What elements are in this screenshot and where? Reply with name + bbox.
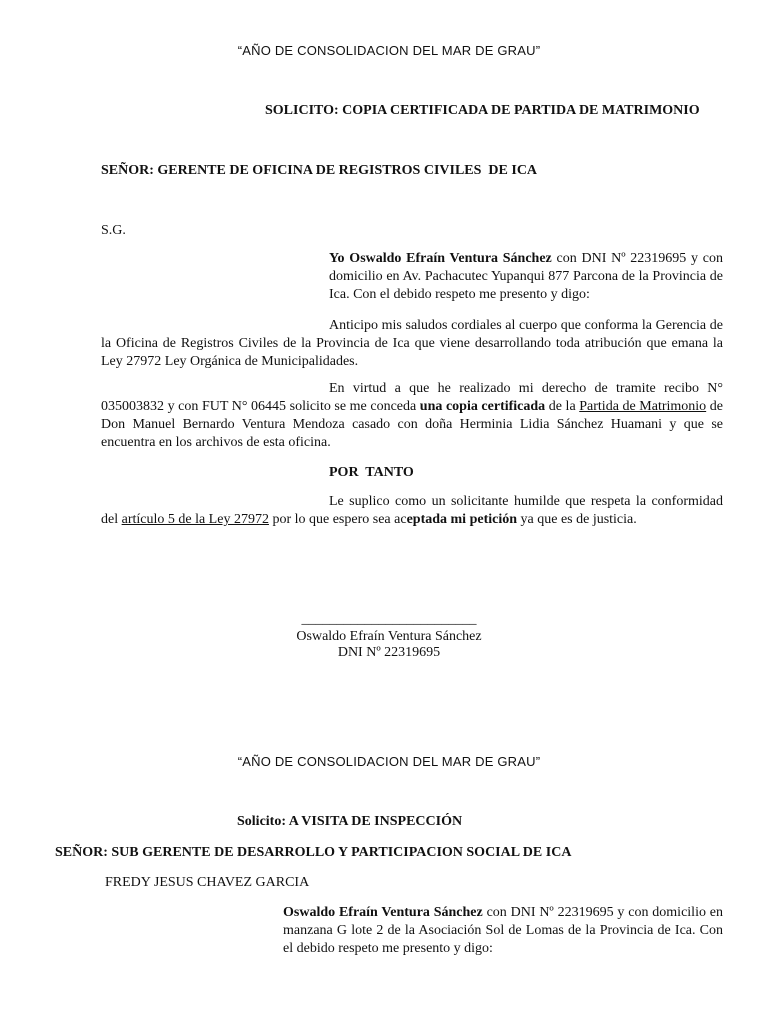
request-text-2: de la: [545, 399, 580, 414]
motto-heading: “AÑO DE CONSOLIDACION DEL MAR DE GRAU”: [237, 43, 541, 58]
paragraph-identification: [329, 250, 723, 304]
applicant-name-2: Oswaldo Efraín Ventura Sánchez: [283, 905, 483, 920]
plea-text-1: Le suplico como un solicitante humilde que respeta la conformidad del: [101, 494, 723, 527]
addressee-line: SEÑOR: GERENTE DE OFICINA DE REGISTROS CIVILES DE ICA: [101, 163, 538, 178]
signature-dni: DNI Nº 22319695: [337, 645, 441, 660]
plea-text-2: por lo que espero sea ac: [268, 512, 407, 527]
identification-text: con DNI Nº 22319695 y con domicilio en Av. Pachacutec Yupanqui 877 Parcona de la Provincia de Ica. Con el debido respeto me presento y digo:: [329, 251, 723, 302]
request-underlined-text: Partida de Matrimonio: [579, 399, 707, 414]
applicant-name: Yo Oswaldo Efraín Ventura Sánchez: [329, 251, 552, 266]
paragraph-greeting: Anticipo mis saludos cordiales al cuerpo que conforma la Gerencia de la Oficina de Registros Civiles de la Provincia de Ica que viene desarrollando toda atribución que emana la Ley 27972 Ley Orgánica de Municipalidades.: [101, 318, 723, 369]
paragraph-request: [101, 380, 723, 452]
request-text-3: de Don Manuel Bernardo Ventura Mendoza casado con doña Herminia Lidia Sánchez Huamani y que se encuentra en los archivos de esta oficina.: [101, 399, 723, 450]
addressee-name: FREDY JESUS CHAVEZ GARCIA: [105, 875, 310, 890]
paragraph-plea: [101, 493, 723, 529]
addressee-line-2: SEÑOR: SUB GERENTE DE DESARROLLO Y PARTICIPACION SOCIAL DE ICA: [55, 845, 572, 860]
signature-name: Oswaldo Efraín Ventura Sánchez: [296, 629, 482, 644]
plea-bold-text: eptada mi petición: [406, 512, 518, 527]
motto-heading-2: “AÑO DE CONSOLIDACION DEL MAR DE GRAU”: [237, 754, 541, 769]
request-bold-text: una copia certificada: [419, 399, 546, 414]
subject-line-2: Solicito: A VISITA DE INSPECCIÓN: [237, 814, 463, 829]
salutation: S.G.: [101, 223, 126, 238]
plea-text-3: ya que es de justicia.: [517, 512, 637, 527]
paragraph-identification-2: [283, 904, 723, 958]
subject-line: SOLICITO: COPIA CERTIFICADA DE PARTIDA DE MATRIMONIO: [265, 103, 700, 118]
por-tanto-heading: POR TANTO: [329, 465, 414, 480]
request-text-1: En virtud a que he realizado mi derecho de tramite recibo N° 035003832 y con FUT N° 06445 solicito se me conceda: [101, 381, 723, 414]
plea-underlined-text: artículo 5 de la Ley 27972: [121, 512, 269, 527]
signature-line: _________________________: [301, 612, 477, 627]
identification-text-2: con DNI Nº 22319695 y con domicilio en manzana G lote 2 de la Asociación Sol de Lomas de la Provincia de Ica. Con el debido respeto me presento y digo:: [283, 905, 723, 956]
